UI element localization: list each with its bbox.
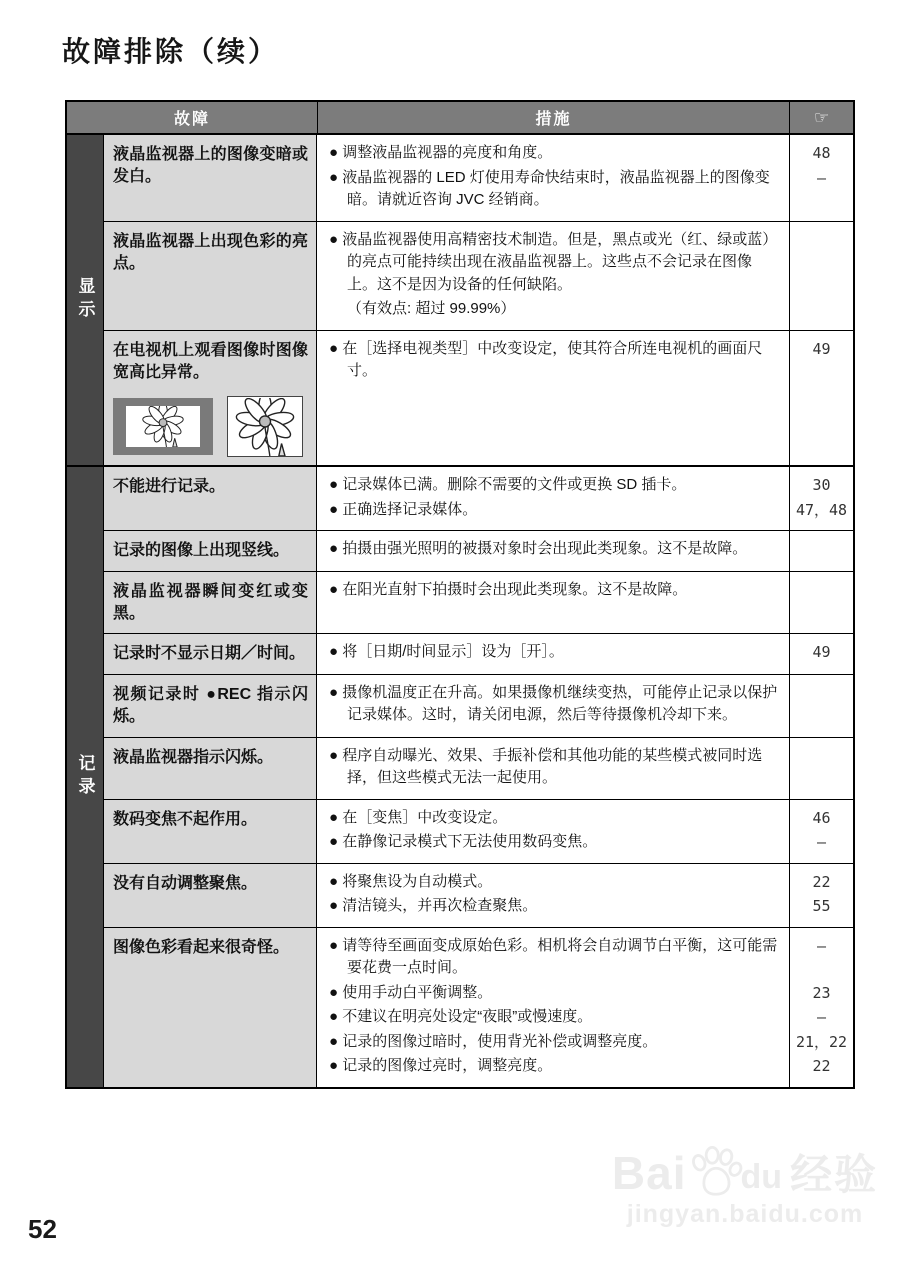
watermark-brand — [610, 1146, 880, 1199]
action-bullet: ● 记录的图像过亮时，调整亮度。 — [329, 1057, 553, 1075]
action-item — [317, 498, 853, 523]
filler-space — [317, 855, 789, 863]
row-filler — [317, 919, 853, 927]
problem-cell — [104, 864, 317, 927]
problem-text: 不能进行记录。 — [113, 478, 226, 496]
filler-ref — [789, 522, 853, 530]
action-item — [317, 1054, 853, 1079]
actions-cell — [317, 738, 853, 799]
table-section-1 — [67, 465, 853, 1086]
problem-cell — [104, 467, 317, 530]
actions-cell — [317, 572, 853, 634]
ref-page — [789, 222, 853, 298]
filler-ref — [789, 791, 853, 799]
action-bullet: ● 请等待至画面变成原始色彩。相机将会自动调节白平衡，这可能需要花费一点时间。 — [329, 936, 778, 977]
problem-text: 数码变焦不起作用。 — [113, 810, 258, 828]
action-bullet: ● 使用手动白平衡调整。 — [329, 983, 493, 1001]
action-bullet: ● 不建议在明亮处设定“夜眼”或慢速度。 — [329, 1008, 593, 1026]
problem-text: 液晶监视器上的图像变暗或发白。 — [113, 146, 308, 186]
watermark-du: du — [740, 1158, 783, 1197]
filler-ref — [789, 322, 853, 330]
section-label: 记录 — [67, 467, 104, 1086]
actions-cell — [317, 531, 853, 570]
row-filler — [317, 602, 853, 633]
watermark-url: jingyan.baidu.com — [626, 1200, 864, 1228]
filler-space — [317, 728, 789, 737]
filler-ref — [789, 602, 853, 633]
filler-ref — [789, 855, 853, 863]
ref-page: 49 — [789, 634, 853, 665]
row-filler — [317, 665, 853, 674]
problem-cell — [104, 800, 317, 863]
action-bullet: ● 液晶监视器使用高精密技术制造。但是，黑点或光（红、绿或蓝）的亮点可能持续出现在液晶监视器上。这些点不会记录在图像上。这不是因为设备的任何缺陷。 — [329, 230, 778, 293]
problem-text: 在电视机上观看图像时图像宽高比异常。 — [113, 341, 308, 381]
problem-text: 记录时不显示日期／时间。 — [113, 645, 306, 663]
action-item — [317, 1030, 853, 1055]
filler-space — [317, 602, 789, 633]
ref-page: – — [789, 928, 853, 981]
row-filler — [317, 322, 853, 330]
action-item — [317, 331, 853, 384]
actions-cell — [317, 634, 853, 673]
problem-text: 图像色彩看起来很奇怪。 — [113, 938, 290, 956]
baidu-jingyan-watermark — [610, 1146, 880, 1229]
action-item — [317, 166, 853, 213]
action-item — [317, 800, 853, 831]
problem-text: 液晶监视器上出现色彩的亮点。 — [113, 232, 308, 272]
action-item — [317, 738, 853, 791]
watermark-jingyan: 经验 — [790, 1151, 879, 1198]
action-item — [317, 222, 853, 298]
filler-ref — [789, 919, 853, 927]
problem-cell — [104, 531, 317, 570]
header-action: 措施 — [317, 102, 789, 133]
row-filler — [317, 791, 853, 799]
filler-ref — [789, 1079, 853, 1087]
actions-cell — [317, 331, 853, 466]
action-item — [317, 675, 853, 728]
filler-ref — [789, 213, 853, 221]
actions-cell — [317, 135, 853, 221]
tv-aspect-image-letterboxed — [113, 398, 213, 455]
section-rows — [104, 467, 853, 1086]
action-item — [317, 894, 853, 919]
ref-page — [789, 738, 853, 791]
table-row — [104, 633, 853, 673]
row-filler — [317, 728, 853, 737]
filler-space — [317, 791, 789, 799]
action-bullet: ● 记录媒体已满。删除不需要的文件或更换 SD 插卡。 — [329, 476, 687, 494]
action-item — [317, 864, 853, 895]
action-bullet: ● 调整液晶监视器的亮度和角度。 — [329, 144, 553, 161]
problem-text: 没有自动调整聚焦。 — [113, 874, 258, 892]
ref-page: 22 — [789, 1054, 853, 1079]
problem-cell — [104, 738, 317, 799]
filler-ref — [789, 665, 853, 674]
action-bullet: ● 在阳光直射下拍摄时会出现此类现象。这不是故障。 — [329, 580, 688, 598]
filler-ref — [789, 384, 853, 466]
action-item — [317, 981, 853, 1006]
filler-space — [317, 1079, 789, 1087]
action-item — [317, 830, 853, 855]
ref-page: – — [789, 1005, 853, 1030]
paw-icon — [687, 1146, 743, 1198]
action-item — [317, 572, 853, 603]
action-bullet: ● 正确选择记录媒体。 — [329, 500, 478, 518]
action-bullet: ● 程序自动曝光、效果、手振补偿和其他功能的某些模式被同时选择，但这些模式无法一起使用。 — [329, 746, 763, 787]
problem-cell — [104, 135, 317, 221]
filler-space — [317, 522, 789, 530]
section-rows — [104, 135, 853, 465]
problem-cell — [104, 634, 317, 673]
problem-cell — [104, 222, 317, 330]
table-row — [104, 737, 853, 799]
table-row — [104, 799, 853, 863]
action-bullet: ● 摄像机温度正在升高。如果摄像机继续变热，可能停止记录以保护记录媒体。这时，请关闭电源，然后等待摄像机冷却下来。 — [329, 683, 778, 724]
filler-space — [317, 384, 789, 466]
ref-page — [789, 572, 853, 603]
table-header-row — [67, 102, 853, 135]
section-label: 显示 — [67, 135, 104, 465]
ref-page: 55 — [789, 894, 853, 919]
ref-page: – — [789, 166, 853, 213]
tv-aspect-illustrations — [113, 396, 308, 457]
ref-page: 22 — [789, 864, 853, 895]
ref-page: 47，48 — [789, 498, 853, 523]
action-bullet: ● 清洁镜头，并再次检查聚焦。 — [329, 897, 538, 915]
action-item — [317, 135, 853, 166]
action-bullet: ● 在［变焦］中改变设定。 — [329, 808, 508, 826]
problem-text: 液晶监视器指示闪烁。 — [113, 748, 274, 766]
action-bullet: ● 在［选择电视类型］中改变设定，使其符合所连电视机的画面尺寸。 — [329, 339, 763, 379]
ref-page — [789, 675, 853, 728]
filler-space — [317, 322, 789, 330]
filler-space — [317, 213, 789, 221]
table-row — [104, 863, 853, 927]
action-bullet: ● 将聚焦设为自动模式。 — [329, 872, 493, 890]
problem-text: 记录的图像上出现竖线。 — [113, 542, 290, 560]
action-bullet: ● 记录的图像过暗时，使用背光补偿或调整亮度。 — [329, 1032, 658, 1050]
ref-page: – — [789, 830, 853, 855]
row-filler — [317, 522, 853, 530]
header-problem: 故障 — [173, 111, 210, 128]
action-item — [317, 634, 853, 665]
action-note: （有效点: 超过 99.99%） — [347, 300, 516, 317]
action-item — [317, 1005, 853, 1030]
table-row — [104, 135, 853, 221]
filler-space — [317, 919, 789, 927]
row-filler — [317, 384, 853, 466]
filler-ref — [789, 728, 853, 737]
action-bullet: ● 液晶监视器的 LED 灯使用寿命快结束时，液晶监视器上的图像变暗。请就近咨询 JVC 经销商。 — [329, 168, 770, 208]
action-item — [317, 297, 853, 322]
actions-cell — [317, 675, 853, 737]
table-section-0 — [67, 135, 853, 465]
problem-text: 视频记录时 ●REC 指示闪烁。 — [113, 685, 308, 726]
action-item — [317, 467, 853, 498]
action-item — [317, 531, 853, 562]
actions-cell — [317, 928, 853, 1087]
ref-page: 46 — [789, 800, 853, 831]
troubleshooting-table — [65, 100, 855, 1089]
actions-cell — [317, 864, 853, 927]
table-row — [104, 221, 853, 330]
action-bullet: ● 将［日期/时间显示］设为［开］。 — [329, 643, 564, 661]
ref-page: 21，22 — [789, 1030, 853, 1055]
actions-cell — [317, 222, 853, 330]
problem-cell — [104, 675, 317, 737]
ref-page — [789, 531, 853, 562]
action-bullet: ● 在静像记录模式下无法使用数码变焦。 — [329, 833, 598, 851]
ref-page: 48 — [789, 135, 853, 166]
row-filler — [317, 855, 853, 863]
ref-page: 49 — [789, 331, 853, 384]
table-body — [67, 135, 853, 1087]
table-row — [104, 571, 853, 634]
table-row — [104, 467, 853, 530]
actions-cell — [317, 467, 853, 530]
problem-cell — [104, 331, 317, 466]
table-row — [104, 530, 853, 570]
actions-cell — [317, 800, 853, 863]
page-number: 52 — [28, 1214, 57, 1244]
row-filler — [317, 562, 853, 571]
ref-page: 30 — [789, 467, 853, 498]
watermark-bai: Bai — [611, 1147, 687, 1199]
table-row — [104, 674, 853, 737]
filler-space — [317, 562, 789, 571]
tv-aspect-image-normal — [227, 396, 303, 457]
ref-page: 23 — [789, 981, 853, 1006]
action-bullet: ● 拍摄由强光照明的被摄对象时会出现此类现象。这不是故障。 — [329, 540, 748, 558]
ref-page — [789, 297, 853, 322]
filler-ref — [789, 562, 853, 571]
row-filler — [317, 213, 853, 221]
ref-pointer-icon: ☞ — [789, 102, 853, 133]
filler-space — [317, 665, 789, 674]
table-row — [104, 927, 853, 1087]
problem-text: 液晶监视器瞬间变红或变黑。 — [113, 582, 308, 623]
table-row — [104, 330, 853, 466]
page-title: 故障排除（续） — [62, 36, 280, 67]
action-item — [317, 928, 853, 981]
problem-cell — [104, 928, 317, 1087]
problem-cell — [104, 572, 317, 634]
row-filler — [317, 1079, 853, 1087]
